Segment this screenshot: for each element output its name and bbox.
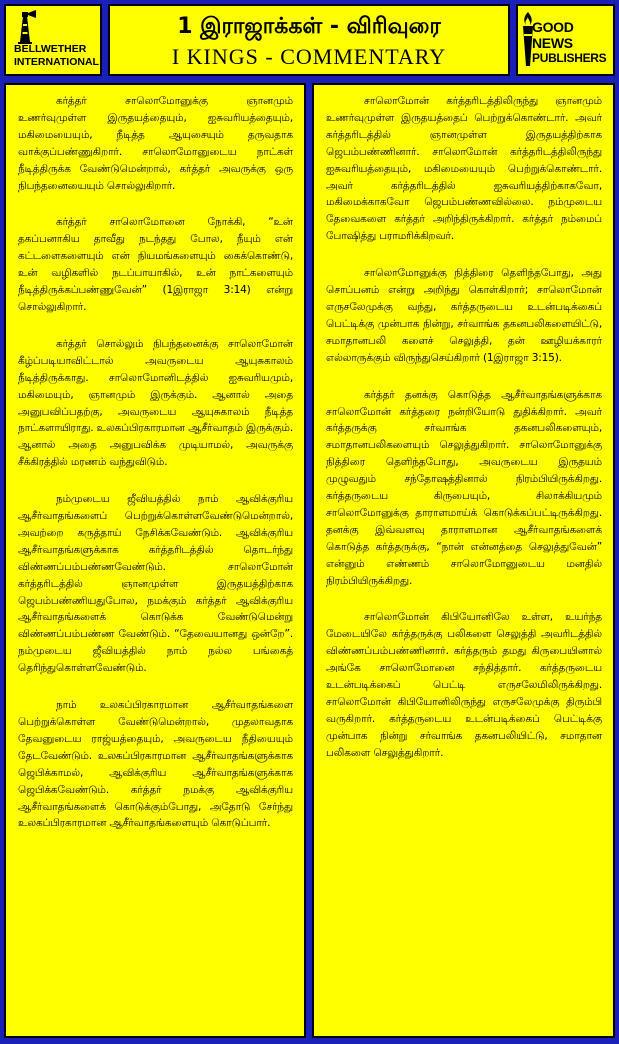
paragraph: கர்த்தர் சொல்லும் நிபந்தனைக்கு சாலொமோன் கீழ்ப்படியாவிட்டால் அவருடைய ஆயுசுகாலம் நீடித்திருக்காது. சாலொமோனிடத்தில் ஐசுவரியமும், மகிமையும், ஞானமும் இருக்கும். ஆனால் அதை அனுபவிப்பதற்கு, அவருடைய ஆயுசுகாலம் நீடித்த நாட்களாயிராது. உலகப்பிரகாரமான ஆசீர்வாதம் இருக்கும். ஆனால் அதை அனுபவிக்க முடியாமல், அவருக்கு சீக்கிரத்தில் மரணம் வந்துவிடும். (18, 337, 293, 469)
title-box (108, 4, 510, 76)
logo-line-2: PUBLISHERS (532, 51, 607, 65)
page-title-tamil: 1 இராஜாக்கள் - விரிவுரை (177, 14, 441, 39)
bellwether-logo-text (14, 43, 99, 69)
paragraph: சாலொமோனுக்கு நித்திரை தெளிந்தபோது, அது சொப்பனம் என்று அறிந்து கொள்கிறார்; சாலொமோன் எருசலேமுக்கு வந்து, கர்த்தருடைய உடன்படிக்கைப் பெட்டிக்கு முன்பாக நின்று, சர்வாங்க தகனபலிகளையிட்டு, சமாதானபலி களைச் செலுத்தி, தன் ஊழியக்காரர் எல்லாருக்கும் விருந்துசெய்கிறார் (1இராஜா 3:15). (326, 267, 602, 364)
logo-line-2: INTERNATIONAL (14, 56, 99, 68)
paragraph: நாம் உலகப்பிரகாரமான ஆசீர்வாதங்களை பெற்றுக்கொள்ள வேண்டுமென்றால், முதலாவதாக தேவனுடைய ராஜ்யத்தையும், அவருடைய நீதியையும் தேடவேண்டும். உலகப்பிரகாரமான ஆசீர்வாதங்களுக்காக ஜெபிக்காமல், ஆவிக்குரிய ஆசீர்வாதங்களுக்காக ஜெபிக்கவேண்டும். கர்த்தர் நமக்கு ஆவிக்குரிய ஆசீர்வாதங்களைக் கொடுக்கும்போது, அதோடு சேர்ந்து உலகப்பிரகாரமான ஆசீர்வாதங்களையும் கொடுப்பார். (18, 699, 293, 830)
page-title-english: I KINGS - COMMENTARY (171, 44, 447, 69)
logo-line-1: BELLWETHER (14, 43, 87, 55)
right-column (312, 83, 615, 1038)
bellwether-logo (4, 4, 102, 76)
paragraph: சாலொமோன் கர்த்தரிடத்திலிருந்து ஞானமும் உணர்வுமுள்ள இருதயத்தைப் பெற்றுக்கொண்டார். அவர் கர்த்தரிடத்தில் ஞானமுள்ள இருதயத்திற்காக ஜெபம்பண்ணினார். சாலொமோன் கர்த்தரிடத்திலிருந்து ஐசுவரியத்தையும், மகிமையையும் பெற்றுக்கொண்டார். அவர் கர்த்தரிடத்தில் ஐசுவரியத்திற்காகவோ, மகிமைக்காகவோ ஜெபம்பண்ணவில்லை. நம்முடைய தேவைகளை கர்த்தர் அறிந்திருக்கிறார். கர்த்தர் நம்மைப் போஷித்து பராமரிக்கிறவர். (326, 95, 602, 243)
logo-line-1: GOOD NEWS (532, 19, 574, 51)
lighthouse-icon (14, 10, 36, 44)
paragraph: கர்த்தர் சாலொமோனுக்கு ஞானமும் உணர்வுமுள்ள இருதயத்தையும், ஐசுவரியத்தையும், மகிமையையும், நீடித்த ஆயுசையும் தருவதாக வாக்குப்பண்ணுகிறார். சாலொமோனுடைய நாட்கள் நீடித்திருக்க வேண்டுமென்றால், கர்த்தர் அவருக்கு ஒரு நிபந்தனையையும் சொல்லுகிறார். (18, 95, 293, 192)
paragraph: சாலொமோன் கிபியோனிலே உள்ள, உயர்ந்த மேடையிலே கர்த்தருக்கு பலிகளை செலுத்தி அவரிடத்தில் விண்ணப்பம்பண்ணினார். கர்த்தரும் தமது கிருபையினால் அங்கே சாலொமோனை சந்தித்தார். கர்த்தருடைய உடன்படிக்கைப் பெட்டி எருசலேமிலிருக்கிறது. சாலொமோன் கிபியோனிலிருந்து எருசலேமுக்கு திரும்பி வருகிறார். கர்த்தருடைய உடன்படிக்கைப் பெட்டிக்கு முன்பாக நின்று சர்வாங்க தகனபலியிட்டு, சமாதான பலிகளை செலுத்துகிறார். (326, 611, 602, 759)
good-news-logo-text (532, 19, 613, 65)
left-column (4, 83, 306, 1038)
paragraph: கர்த்தர் தனக்கு கொடுத்த ஆசீர்வாதங்களுக்காக சாலொமோன் கர்த்தரை நன்றியோடு துதிக்கிறார். அவர் கர்த்தருக்கு சர்வாங்க தகனபலிகளையும், சமாதானபலிகளையும் செலுத்துகிறார். சாலொமோனுக்கு நித்திரை தெளிந்தபோது, அவருடைய இருதயம் முழுவதும் சந்தோஷத்தினால் நிரம்பியிருக்கிறது. கர்த்தருடைய கிருபையும், சிலாக்கியமும் சாலொமோனுக்கு தாராளமாய்க் கொடுக்கப்பட்டிருக்கிறது. தனக்கு இவ்வளவு தாராளமான ஆசீர்வாதங்களைக் கொடுத்த கர்த்தருக்கு, “நான் என்னத்தை செலுத்துவேன்” என்னும் எண்ணம் சாலொமோனுடைய மனதில் நிரம்பியிருக்கிறது. (326, 388, 602, 587)
good-news-logo (516, 4, 615, 76)
paragraph: நம்முடைய ஜீவியத்தில் நாம் ஆவிக்குரிய ஆசீர்வாதங்களைப் பெற்றுக்கொள்ளவேண்டுமென்றால், அவற்றை கருத்தாய் நேசிக்கவேண்டும். ஆவிக்குரிய ஆசீர்வாதங்களுக்காக கர்த்தரிடத்தில் தொடர்ந்து விண்ணப்பம்பண்ணவேண்டும். சாலொமோன் கர்த்தரிடத்தில் ஞானமுள்ள இருதயத்திற்காக ஜெபம்பண்ணியதுபோல, நமக்கும் கர்த்தர் ஆவிக்குரிய ஆசீர்வாதங்களைக் கொடுக்க வேண்டுமென்று விண்ணப்பம்பண்ண வேண்டும். “தேவையானது ஒன்றே”. நம்முடைய ஜீவியத்தில் நாம் நல்ல பங்கைத் தெரிந்துகொள்ளவேண்டும். (18, 493, 293, 675)
paragraph: கர்த்தர் சாலொமோனை நோக்கி, “உன் தகப்பனாகிய தாவீது நடந்தது போல, நீயும் என் கட்டளைகளையும் என் நியமங்களையும் கைக்கொண்டு, உன் வழிகளில் நடப்பாயாகில், உன் நாட்களையும் நீடித்திருக்கப்பண்ணுவேன்” (1இராஜா 3:14) என்று சொல்லுகிறார். (18, 216, 293, 313)
